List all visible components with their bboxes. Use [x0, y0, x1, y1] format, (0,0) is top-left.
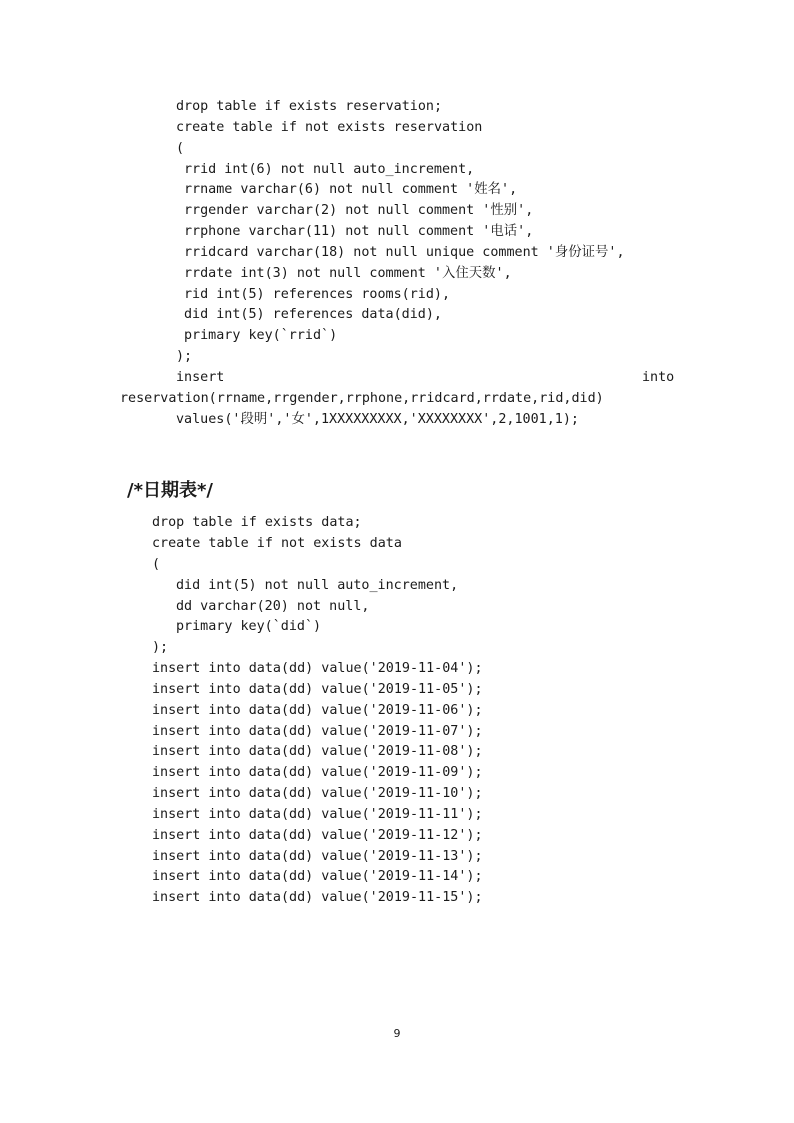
- insert-line: insert into data(dd) value('2019-11-13');: [152, 849, 483, 864]
- code-line: create table if not exists reservation: [176, 120, 483, 135]
- code-line: did int(5) references data(did),: [184, 307, 442, 322]
- insert-line: insert into data(dd) value('2019-11-10');: [152, 786, 483, 801]
- code-line: );: [176, 349, 193, 364]
- insert-values: values('段明','女',1XXXXXXXXX,'XXXXXXXX',2,1001,1);: [176, 412, 579, 427]
- insert-keyword: insert: [176, 370, 225, 385]
- code-line: rrgender varchar(2) not null comment '性别',: [184, 203, 534, 218]
- insert-line: insert into data(dd) value('2019-11-05');: [152, 682, 483, 697]
- insert-line: insert into data(dd) value('2019-11-14');: [152, 869, 483, 884]
- insert-line: insert into data(dd) value('2019-11-06');: [152, 703, 483, 718]
- code-line: create table if not exists data: [152, 536, 402, 551]
- code-line: drop table if exists reservation;: [176, 99, 443, 114]
- code-line: );: [152, 640, 169, 655]
- insert-line: insert into data(dd) value('2019-11-07');: [152, 724, 483, 739]
- code-line: (: [152, 557, 161, 572]
- code-line: rrdate int(3) not null comment '入住天数',: [184, 266, 512, 281]
- insert-line: insert into data(dd) value('2019-11-04');: [152, 661, 483, 676]
- insert-target: reservation(rrname,rrgender,rrphone,rridcard,rrdate,rid,did): [120, 391, 604, 406]
- code-line: did int(5) not null auto_increment,: [176, 578, 459, 593]
- code-line: rrphone varchar(11) not null comment '电话',: [184, 224, 534, 239]
- code-line: rrid int(6) not null auto_increment,: [184, 162, 475, 177]
- code-line: (: [176, 141, 185, 156]
- code-line: rid int(5) references rooms(rid),: [184, 287, 451, 302]
- code-line: primary key(`did`): [176, 619, 322, 634]
- section-heading: /*日期表*/: [127, 480, 213, 501]
- insert-line: insert into data(dd) value('2019-11-08');: [152, 744, 483, 759]
- page-number: 9: [393, 1027, 401, 1040]
- code-line: drop table if exists data;: [152, 515, 362, 530]
- insert-line: insert into data(dd) value('2019-11-15');: [152, 890, 483, 905]
- code-line: dd varchar(20) not null,: [176, 599, 370, 614]
- code-line: rrname varchar(6) not null comment '姓名',: [184, 182, 518, 197]
- code-line: primary key(`rrid`): [184, 328, 338, 343]
- code-line: rridcard varchar(18) not null unique comment '身份证号',: [184, 245, 625, 260]
- insert-line: insert into data(dd) value('2019-11-12');: [152, 828, 483, 843]
- insert-line: insert into data(dd) value('2019-11-09');: [152, 765, 483, 780]
- insert-line: insert into data(dd) value('2019-11-11');: [152, 807, 483, 822]
- insert-into-keyword: into: [642, 370, 675, 385]
